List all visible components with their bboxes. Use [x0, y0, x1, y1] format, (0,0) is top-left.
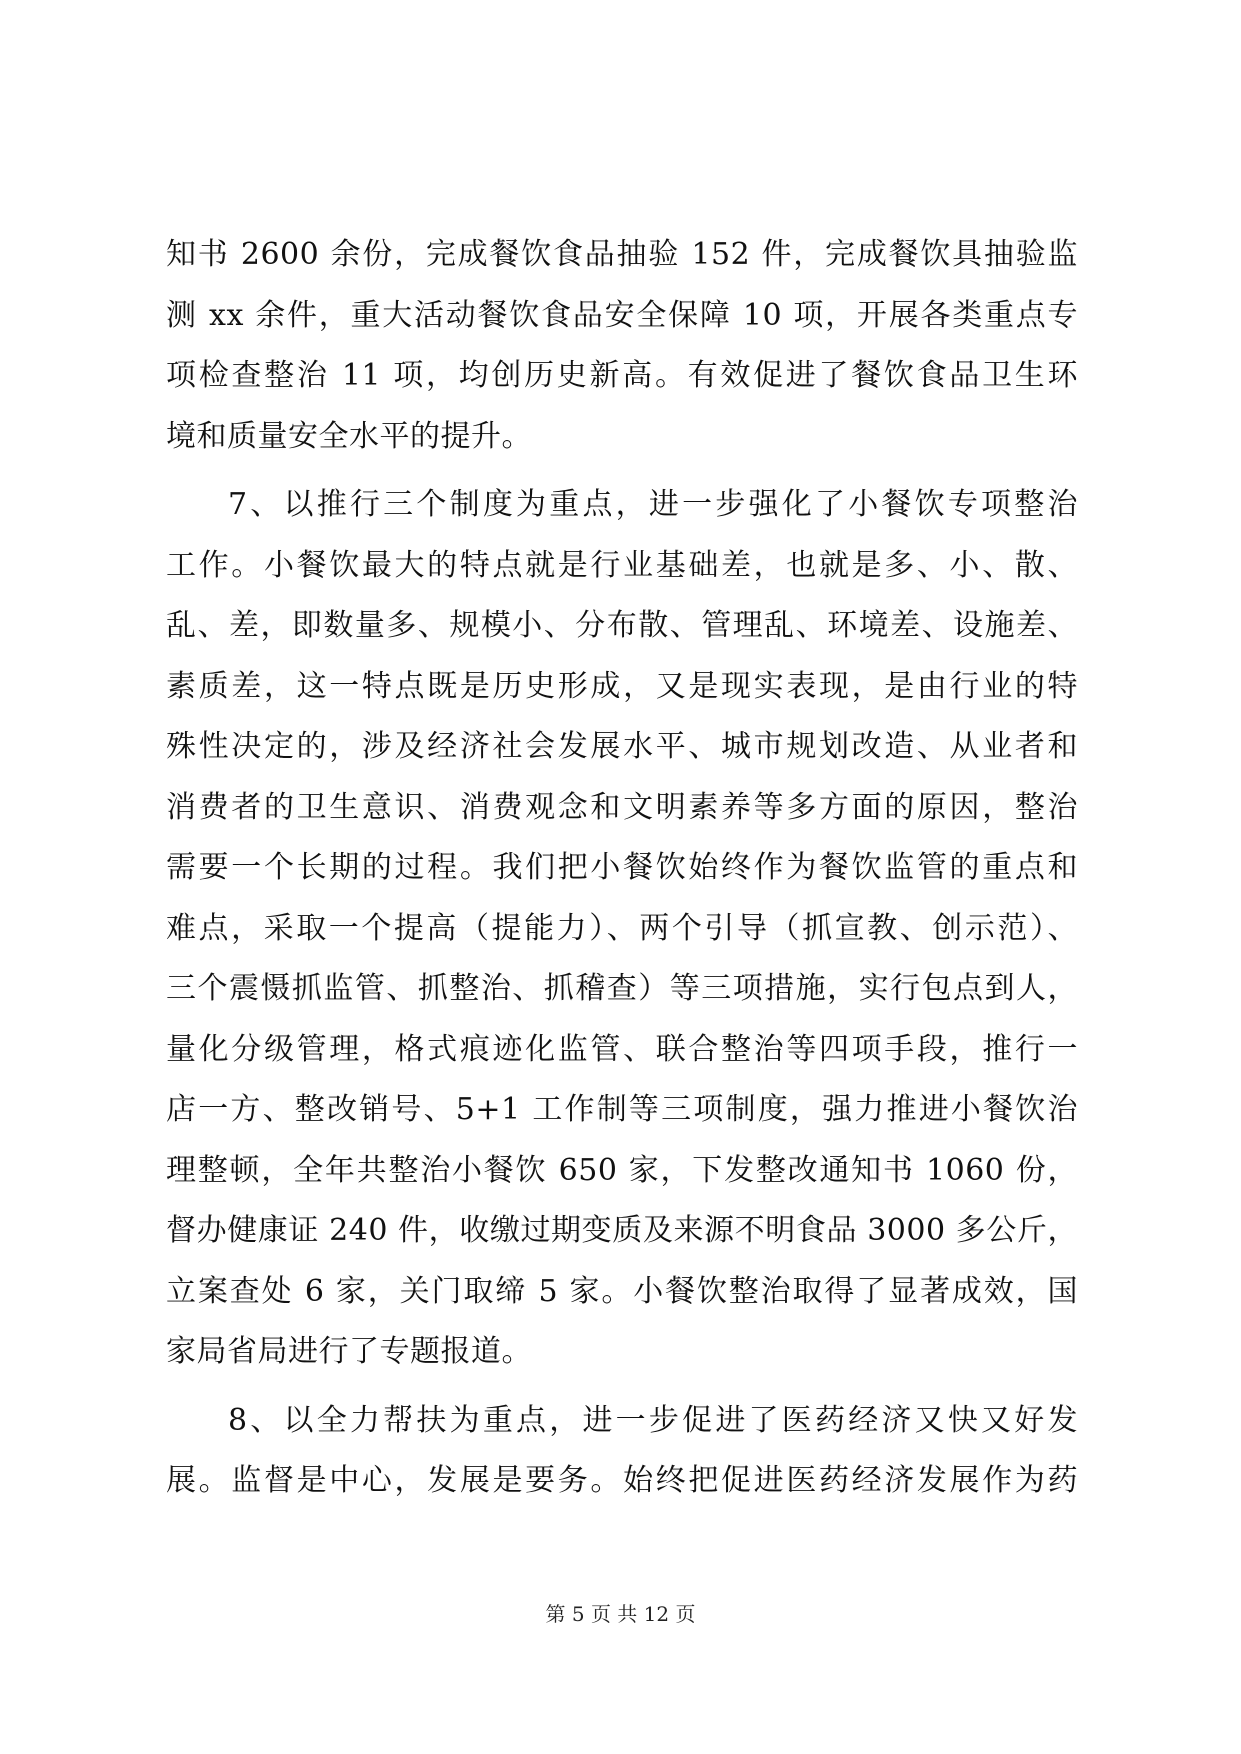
text-line: 理整顿，全年共整治小餐饮 650 家，下发整改通知书 1060 份， [166, 1152, 1078, 1188]
paragraph-item-8 [166, 1391, 1078, 1512]
text-line: 乱、差，即数量多、规模小、分布散、管理乱、环境差、设施差、 [166, 608, 1078, 643]
text-line: 家局省局进行了专题报道。 [166, 1334, 532, 1369]
text-line: 三个震慑抓监管、抓整治、抓稽查）等三项措施，实行包点到人， [166, 971, 1078, 1006]
text-line: 难点，采取一个提高（提能力）、两个引导（抓宣教、创示范）、 [166, 910, 1078, 946]
paragraph-continuation [166, 225, 1078, 467]
document-body [166, 225, 1078, 1512]
text-line: 境和质量安全水平的提升。 [166, 418, 532, 454]
text-line: 素质差，这一特点既是历史形成，又是现实表现，是由行业的特 [166, 668, 1078, 704]
text-line: 消费者的卫生意识、消费观念和文明素养等多方面的原因，整治 [166, 789, 1078, 825]
text-line: 殊性决定的，涉及经济社会发展水平、城市规划改造、从业者和 [166, 729, 1078, 764]
text-line: 展。监督是中心，发展是要务。始终把促进医药经济发展作为药 [166, 1463, 1078, 1498]
text-line: 立案查处 6 家，关门取缔 5 家。小餐饮整治取得了显著成效，国 [166, 1273, 1078, 1309]
text-line: 测 xx 余件，重大活动餐饮食品安全保障 10 项，开展各类重点专 [166, 297, 1078, 333]
text-line: 项检查整治 11 项，均创历史新高。有效促进了餐饮食品卫生环 [166, 358, 1078, 393]
text-line: 量化分级管理，格式痕迹化监管、联合整治等四项手段，推行一 [166, 1031, 1078, 1067]
text-line: 督办健康证 240 件，收缴过期变质及来源不明食品 3000 多公斤， [166, 1213, 1078, 1248]
text-line: 知书 2600 余份，完成餐饮食品抽验 152 件，完成餐饮具抽验监 [166, 237, 1078, 272]
text-line: 店一方、整改销号、5+1 工作制等三项制度，强力推进小餐饮治 [166, 1092, 1078, 1127]
text-line: 7、以推行三个制度为重点，进一步强化了小餐饮专项整治 [228, 487, 1078, 522]
text-line: 8、以全力帮扶为重点，进一步促进了医药经济又快又好发 [228, 1402, 1078, 1438]
paragraph-item-7 [166, 475, 1078, 1383]
page-number-footer: 第 5 页 共 12 页 [545, 1602, 696, 1626]
text-line: 需要一个长期的过程。我们把小餐饮始终作为餐饮监管的重点和 [166, 850, 1078, 885]
text-line: 工作。小餐饮最大的特点就是行业基础差，也就是多、小、散、 [166, 547, 1078, 583]
